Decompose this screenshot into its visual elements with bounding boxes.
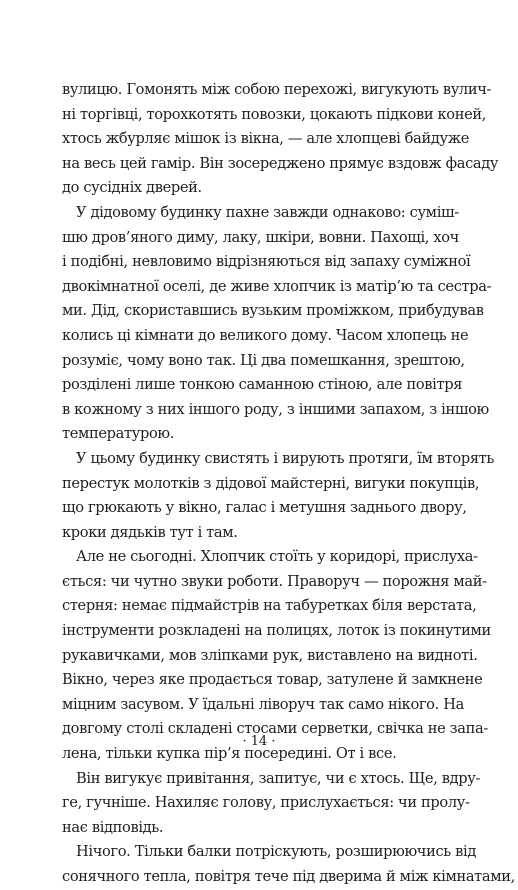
text-line: шю дров’яного диму, лаку, шкіри, вовни. Пахощі, хоч	[62, 228, 459, 246]
text-line: лена, тільки купка пір’я посередині. От і все.	[62, 745, 397, 763]
text-line: хтось жбурляє мішок із вікна, — але хлопцеві байдуже	[62, 130, 470, 148]
text-line: розділені лише тонкою саманною стіною, але повітря	[62, 376, 463, 394]
text-line: до сусідніх дверей.	[62, 179, 202, 197]
text-line: Вікно, через яке продається товар, затулене й замкнене	[62, 671, 483, 689]
text-line: кроки дядьків тут і там.	[62, 523, 238, 541]
text-line: міцним засувом. У їдальні ліворуч так само нікого. На	[62, 695, 464, 713]
text-line: У дідовому будинку пахне завжди однаково: суміш-	[76, 203, 459, 221]
text-line: температурою.	[62, 425, 175, 443]
text-line: ється: чи чутно звуки роботи. Праворуч — порожня май-	[62, 572, 487, 590]
text-line: на весь цей гамір. Він зосереджено прямує вздовж фасаду	[62, 154, 499, 172]
text-line: нає відповідь.	[62, 818, 164, 836]
text-line: вулицю. Гомонять між собою перехожі, вигукують вулич-	[62, 81, 492, 98]
text-line: розуміє, чому воно так. Ці два помешкання, зрештою,	[62, 351, 465, 369]
text-line: Нічого. Тільки балки потріскують, розширюючись від	[76, 843, 477, 861]
text-line: в кожному з них іншого роду, з іншими запахом, з іншою	[62, 400, 489, 418]
text-line: ми. Дід, скориставшись вузьким проміжком, прибудував	[62, 302, 484, 320]
text-line: рукавичками, мов зліпками рук, виставлено на видноті.	[62, 646, 478, 664]
body-text	[62, 78, 515, 890]
text-line: Він вигукує привітання, запитує, чи є хтось. Ще, вдру-	[76, 769, 481, 787]
text-line: двокімнатної оселі, де живе хлопчик із матір’ю та сестра-	[62, 277, 492, 295]
page-number: · 14 ·	[242, 734, 276, 749]
text-line: У цьому будинку свистять і вирують протяги, їм вторять	[76, 449, 494, 467]
text-line: стерня: немає підмайстрів на табуретках біля верстата,	[62, 597, 477, 615]
text-line: ге, гучніше. Нахиляє голову, прислухається: чи пролу-	[62, 794, 470, 812]
text-line: колись ці кімнати до великого дому. Часом хлопець не	[62, 326, 469, 344]
text-line: перестук молотків з дідової майстерні, вигуки покупців,	[62, 474, 480, 492]
text-line: і подібні, невловимо відрізняються від запаху суміжної	[62, 253, 471, 271]
text-line: інструменти розкладені на полицях, лоток із покинутими	[62, 622, 491, 640]
text-line: що грюкають у вікно, галас і метушня заднього двору,	[62, 499, 467, 517]
text-line: довгому столі складені стосами серветки, свічка не запа-	[62, 720, 488, 738]
text-line: сонячного тепла, повітря тече під дверима й між кімнатами,	[62, 868, 515, 885]
text-line: Але не сьогодні. Хлопчик стоїть у коридорі, прислуха-	[76, 548, 478, 566]
text-line: ні торгівці, торохкотять повозки, цокають підкови коней,	[62, 105, 487, 123]
